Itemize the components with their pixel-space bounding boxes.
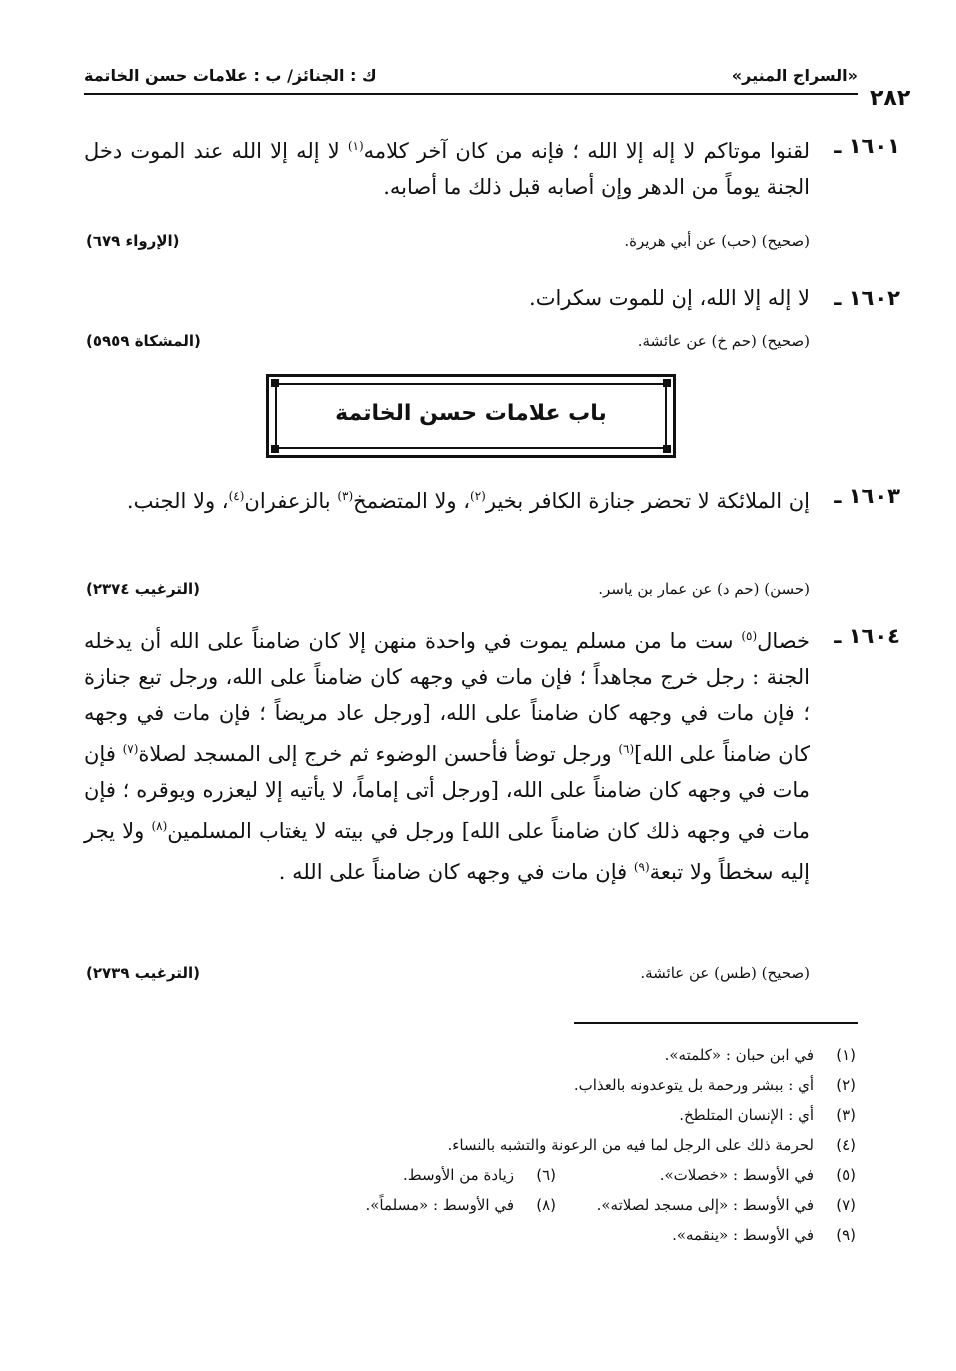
hadith-text: لقنوا موتاكم لا إله إلا الله ؛ فإنه من كان آخر كلامه [363, 139, 810, 163]
footnote-text: أي : ببشر ورحمة بل يتوعدونه بالعذاب. [573, 1076, 814, 1094]
footnote-marker: (٤) [228, 489, 245, 503]
footnote-marker: (٧) [122, 742, 139, 756]
footnote-number: (٢) [836, 1076, 856, 1094]
frame-corner [271, 379, 279, 387]
footnote [96, 1070, 856, 1100]
frame-corner [663, 379, 671, 387]
hadith-number: ١٦٠٣ ـ [834, 484, 900, 508]
hadith-reference: (المشكاة ٥٩٥٩) [86, 332, 201, 350]
hadith-text: ست ما من مسلم يموت في واحدة منهن إلا كان ضامناً على الله أن يدخله الجنة : رجل خرج مجاهداً ؛ فإن مات في وجهه كان ضامناً على الله، ورجل تبع جنازة ؛ فإن مات في وجهه كان ضامناً على الله، [ورجل عاد مريضاً ؛ فإن مات في وجهه كان ضامناً على الله] [84, 629, 811, 766]
running-header [84, 60, 858, 90]
hadith-grade: (صحيح) (حم خ) عن عائشة. [637, 332, 810, 350]
footnote-number: (٩) [836, 1226, 856, 1244]
footnote-text: زيادة من الأوسط. [402, 1166, 514, 1184]
footnote-text: في الأوسط : «مسلماً». [365, 1196, 514, 1214]
footnote-number: (٣) [836, 1106, 856, 1124]
footnote-second [403, 1160, 556, 1190]
hadith-text: خصال [757, 629, 810, 653]
footnote [96, 1190, 856, 1220]
footnote-text: لحرمة ذلك على الرجل لما فيه من الرعونة والتشبه بالنساء. [447, 1136, 814, 1154]
footnote-number: (٥) [836, 1166, 856, 1184]
footnote-number: (٧) [836, 1196, 856, 1214]
hadith-1603 [84, 478, 900, 519]
hadith-number: ١٦٠٢ ـ [834, 286, 900, 310]
footnote [96, 1160, 856, 1190]
footnote-text: في ابن حبان : «كلمته». [664, 1046, 814, 1064]
footnote-marker: (٩) [633, 860, 650, 874]
hadith-text: لا إله إلا الله، إن للموت سكرات. [529, 286, 810, 310]
hadith-text: ، ولا المتضمخ [353, 489, 471, 513]
footnote-text: أي : الإنسان المتلطخ. [679, 1106, 814, 1124]
footnote-separator [574, 1022, 858, 1024]
footnote-text: في الأوسط : «إلى مسجد لصلاته». [596, 1196, 814, 1214]
footnote-marker: (١) [347, 139, 364, 153]
book-title: «السراج المنير» [731, 66, 858, 85]
hadith-number: ١٦٠٤ ـ [834, 624, 900, 648]
hadith-reference: (الترغيب ٢٣٧٤) [86, 580, 201, 598]
header-rule [84, 93, 858, 95]
hadith-grade: (حسن) (حم د) عن عمار بن ياسر. [598, 580, 810, 598]
hadith-grade: (صحيح) (طس) عن عائشة. [640, 964, 810, 982]
footnote [96, 1040, 856, 1070]
footnote-marker: (٢) [470, 489, 486, 503]
hadith-number: ١٦٠١ ـ [834, 134, 900, 158]
footnote-number: (١) [836, 1046, 856, 1064]
hadith-text: ولا يجر إليه سخطاً ولا تبعة [84, 819, 810, 884]
hadith-1601 [84, 128, 900, 205]
hadith-text: بالزعفران [244, 489, 338, 513]
frame-corner [271, 445, 279, 453]
hadith-1602 [84, 280, 900, 316]
hadith-reference: (الترغيب ٢٧٣٩) [86, 964, 201, 982]
footnote-number: (٨) [536, 1196, 556, 1214]
hadith-text: ورجل توضأ فأحسن الوضوء ثم خرج إلى المسجد لصلاة [138, 742, 619, 766]
footnote-text: في الأوسط : «ينقمه». [672, 1226, 814, 1244]
hadith-reference: (الإرواء ٦٧٩) [86, 232, 180, 250]
hadith-text: ، ولا الجنب. [126, 489, 229, 513]
hadith-1604 [84, 618, 900, 890]
footnote-marker: (٨) [151, 819, 168, 833]
hadith-text: لا إله إلا الله عند الموت دخل الجنة يوماً من الدهر وإن أصابه قبل ذلك ما أصابه. [84, 139, 810, 199]
footnotes [96, 1040, 856, 1250]
footnote-number: (٦) [536, 1166, 556, 1184]
footnote [96, 1130, 856, 1160]
hadith-text: فإن مات في وجهه كان ضامناً على الله، [ورجل أتى إماماً، لا يأتيه إلا ليعزره ويوقره ؛ فإن مات في وجهه ذلك كان ضامناً على الله] ورجل في بيته لا يغتاب المسلمين [84, 742, 810, 843]
chapter-heading-box [266, 374, 676, 458]
hadith-text: فإن مات في وجهه كان ضامناً على الله . [278, 860, 634, 884]
footnote-marker: (٥) [741, 629, 758, 643]
hadith-grade: (صحيح) (حب) عن أبي هريرة. [624, 232, 810, 250]
footnote [96, 1220, 856, 1250]
hadith-text: إن الملائكة لا تحضر جنازة الكافر بخير [485, 489, 810, 513]
page-number: ٢٨٢ [870, 86, 911, 111]
footnote-marker: (٣) [337, 489, 354, 503]
footnote-number: (٤) [836, 1136, 856, 1154]
frame-corner [663, 445, 671, 453]
footnote-second [365, 1190, 556, 1220]
chapter-title: باب علامات حسن الخاتمة [335, 401, 607, 426]
section-title: ك : الجنائز/ ب : علامات حسن الخاتمة [84, 66, 377, 85]
footnote-text: في الأوسط : «خصلات». [659, 1166, 814, 1184]
footnote-marker: (٦) [618, 742, 635, 756]
footnote [96, 1100, 856, 1130]
